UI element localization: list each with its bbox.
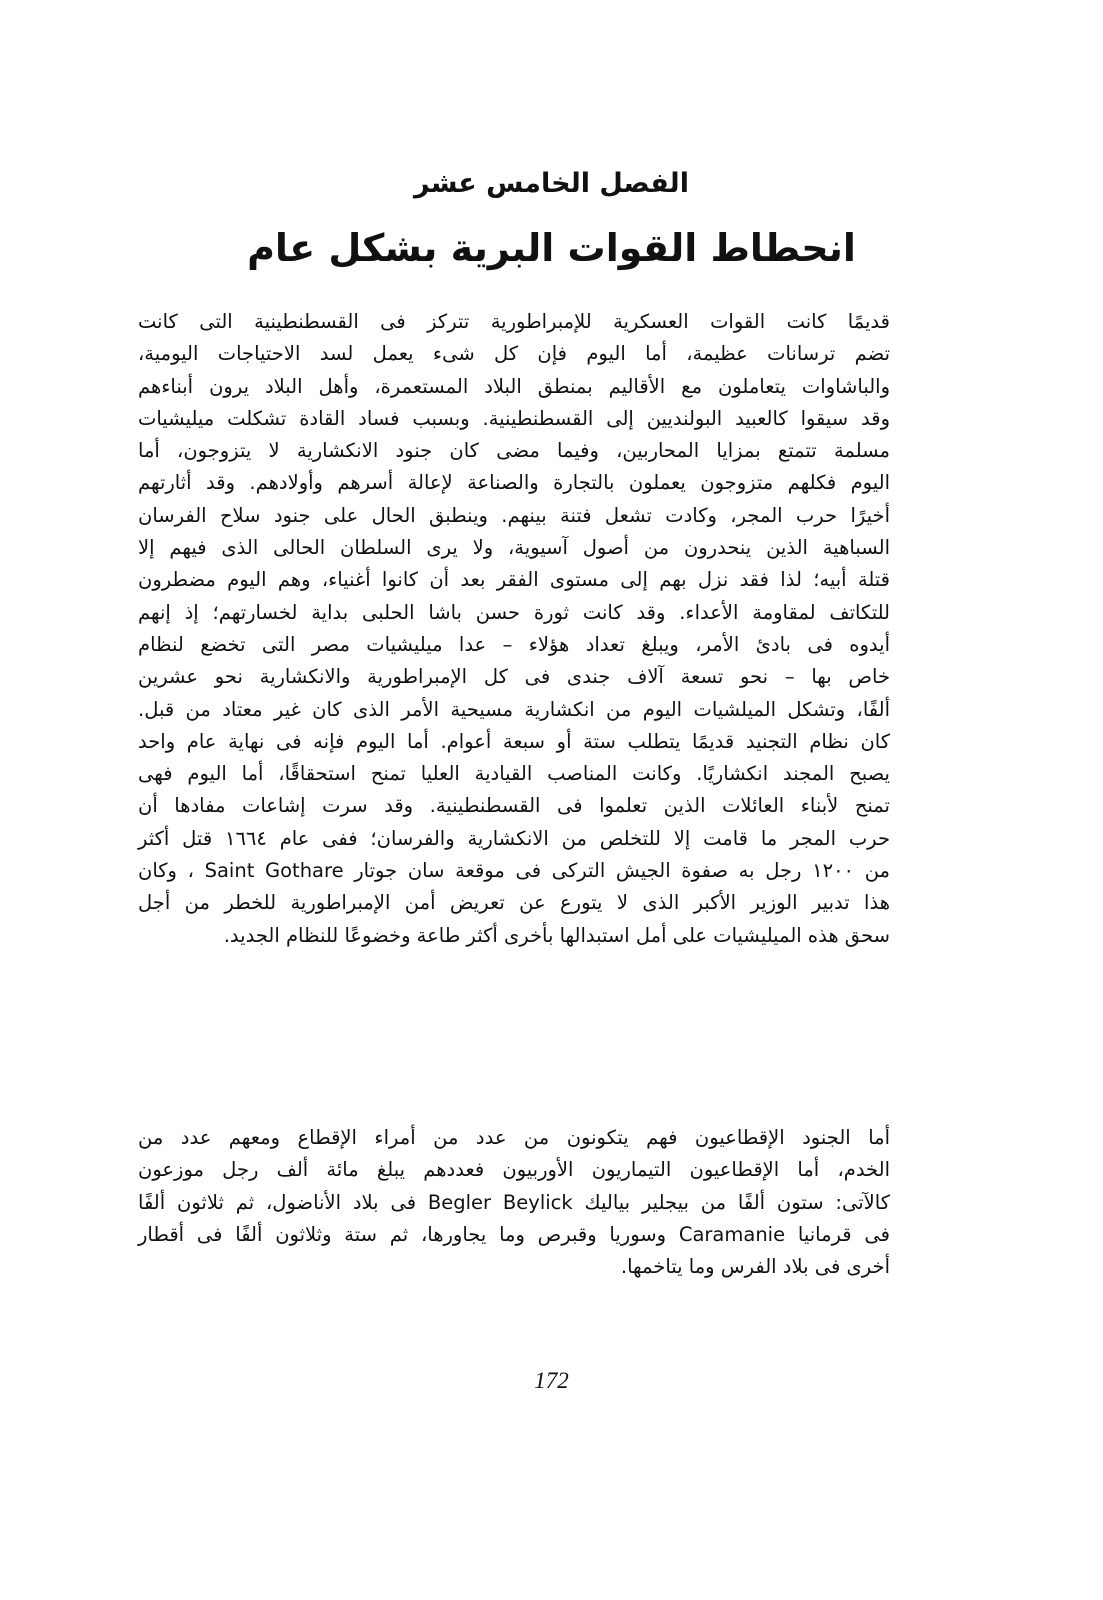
text-line: قتلة أبيه؛ لذا فقد نزل بهم إلى مستوى الفقر بعد أن كانوا أغنياء، وهم اليوم مضطرون [138, 568, 890, 592]
text-line: خاص بها – نحو تسعة آلاف جندى فى كل الإمبراطورية والانكشارية نحو عشرين [138, 665, 890, 689]
text-line: للتكاتف لمقاومة الأعداء. وقد كانت ثورة حسن باشا الحلبى بداية لخسارتهم؛ إذ إنهم [138, 600, 890, 624]
text-line: تضم ترسانات عظيمة، أما اليوم فإن كل شىء يعمل لسد الاحتياجات اليومية، [138, 342, 890, 366]
text-line: الخدم، أما الإقطاعيون التيماريون الأوربيون فعددهم يبلغ مائة ألف رجل موزعون [138, 1158, 890, 1182]
chapter-heading: الفصل الخامس عشر [414, 168, 689, 199]
text-line: كالآتى: ستون ألفًا من بيجلير بياليك Begler Beylick فى بلاد الأناضول، ثم ثلاثون ألفًا [138, 1190, 890, 1214]
text-line: أخرى فى بلاد الفرس وما يتاخمها. [620, 1255, 890, 1279]
paragraph-2 [138, 1122, 890, 1283]
text-line: كان نظام التجنيد قديمًا يتطلب ستة أو سبعة أعوام. أما اليوم فإنه فى نهاية عام واحد [138, 729, 890, 753]
text-line: وقد سيقوا كالعبيد البولنديين إلى القسطنطينية. وبسبب فساد القادة تشكلت ميليشيات [138, 406, 890, 430]
text-line: سحق هذه الميليشيات على أمل استبدالها بأخرى أكثر طاعة وخضوعًا للنظام الجديد. [223, 923, 890, 947]
text-line: هذا تدبير الوزير الأكبر الذى لا يتورع عن تعريض أمن الإمبراطورية للخطر من أجل [138, 891, 890, 915]
text-line: تمنح لأبناء العائلات الذين تعلموا فى القسطنطينية. وقد سرت إشاعات مفادها أن [138, 794, 890, 818]
text-line: أما الجنود الإقطاعيون فهم يتكونون من عدد من أمراء الإقطاع ومعهم عدد من [138, 1126, 890, 1149]
text-line: فى قرمانيا Caramanie وسوريا وقبرص وما يجاورها، ثم ستة وثلاثون ألفًا فى أقطار [138, 1222, 890, 1246]
text-line: السباهية الذين ينحدرون من أصول آسيوية، ولا يرى السلطان الحالى الذى فيهم إلا [138, 536, 890, 560]
text-line: أخيرًا حرب المجر، وكادت تشعل فتنة بينهم. وينطبق الحال على جنود سلاح الفرسان [138, 503, 890, 527]
text-line: من ١٢٠٠ رجل به صفوة الجيش التركى فى موقعة سان جوتار Saint Gothare ، وكان [138, 859, 890, 883]
text-line: والباشاوات يتعاملون مع الأقاليم بمنطق البلاد المستعمرة، وأهل البلاد يرون أبناءهم [138, 374, 890, 398]
text-line: اليوم فكلهم متزوجون يعملون بالتجارة والصناعة لإعالة أسرهم وأولادهم. وقد أثارتهم [138, 471, 890, 495]
page-number: 172 [534, 1368, 569, 1393]
text-line: حرب المجر ما قامت إلا للتخلص من الانكشارية والفرسان؛ ففى عام ١٦٦٤ قتل أكثر [138, 826, 890, 850]
paragraph-1 [138, 306, 890, 952]
text-line: ألفًا، وتشكل الميلشيات اليوم من انكشارية مسيحية الأمر الذى كان غير معتاد من قبل. [138, 697, 890, 721]
text-line: أيدوه فى بادئ الأمر، ويبلغ تعداد هؤلاء – عدا ميليشيات مصر التى تخضع لنظام [138, 632, 890, 656]
text-line: يصبح المجند انكشاريًا. وكانت المناصب القيادية العليا تمنح استحقاقًا، أما اليوم فهى [138, 762, 890, 786]
text-line: قديمًا كانت القوات العسكرية للإمبراطورية تتركز فى القسطنطينية التى كانت [138, 310, 890, 333]
text-line: مسلمة تتمتع بمزايا المحاربين، وفيما مضى كان جنود الانكشارية لا يتزوجون، أما [138, 439, 890, 463]
chapter-title: انحطاط القوات البرية بشكل عام [247, 226, 856, 270]
